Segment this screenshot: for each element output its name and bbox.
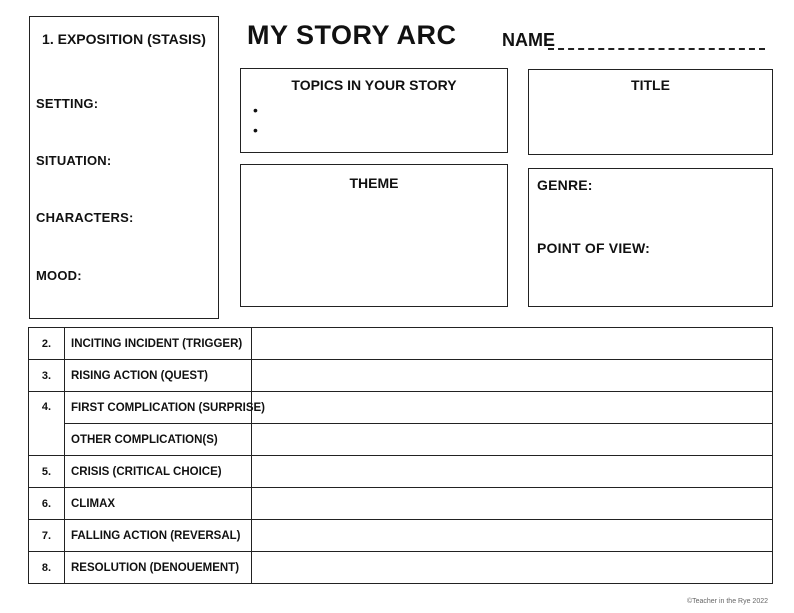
step-answer-cell[interactable] [252, 520, 773, 552]
table-row [29, 360, 773, 392]
table-row [29, 520, 773, 552]
mood-label: MOOD: [36, 268, 82, 283]
step-number: 7. [29, 520, 65, 552]
theme-box [240, 164, 508, 307]
title-box [528, 69, 773, 155]
step-label: FIRST COMPLICATION (SURPRISE) [65, 392, 252, 424]
table-row [29, 392, 773, 424]
step-number: 8. [29, 552, 65, 584]
topics-heading: TOPICS IN YOUR STORY [291, 77, 457, 93]
topics-box [240, 68, 508, 153]
genre-label: GENRE: [537, 177, 593, 193]
title-heading: TITLE [631, 77, 670, 93]
step-label: CRISIS (CRITICAL CHOICE) [65, 456, 252, 488]
name-field-line[interactable] [548, 48, 765, 50]
step-answer-cell[interactable] [252, 488, 773, 520]
step-number: 2. [29, 328, 65, 360]
step-number: 6. [29, 488, 65, 520]
step-label: CLIMAX [65, 488, 252, 520]
step-answer-cell[interactable] [252, 424, 773, 456]
step-label: RESOLUTION (DENOUEMENT) [65, 552, 252, 584]
step-number: 4. [29, 392, 65, 456]
table-row [29, 456, 773, 488]
table-row [29, 488, 773, 520]
topic-bullet: • [253, 122, 258, 138]
step-label: RISING ACTION (QUEST) [65, 360, 252, 392]
step-answer-cell[interactable] [252, 552, 773, 584]
theme-heading: THEME [349, 175, 399, 191]
name-label: NAME [502, 30, 555, 50]
exposition-heading: 1. EXPOSITION (STASIS) [42, 31, 206, 47]
characters-label: CHARACTERS: [36, 210, 134, 225]
topic-bullet: • [253, 102, 258, 118]
step-answer-cell[interactable] [252, 392, 773, 424]
situation-label: SITUATION: [36, 153, 112, 168]
copyright-footer: ©Teacher in the Rye 2022 [686, 598, 768, 605]
step-label: OTHER COMPLICATION(S) [65, 424, 252, 456]
point-of-view-label: POINT OF VIEW: [537, 240, 650, 256]
page-title: MY STORY ARC [247, 20, 457, 50]
step-label: FALLING ACTION (REVERSAL) [65, 520, 252, 552]
table-row [29, 328, 773, 360]
step-number: 3. [29, 360, 65, 392]
setting-label: SETTING: [36, 96, 99, 111]
genre-box [528, 168, 773, 307]
exposition-box [29, 16, 219, 319]
table-row [29, 424, 773, 456]
step-answer-cell[interactable] [252, 360, 773, 392]
table-row [29, 552, 773, 584]
step-answer-cell[interactable] [252, 456, 773, 488]
story-arc-table [28, 327, 773, 584]
step-answer-cell[interactable] [252, 328, 773, 360]
step-number: 5. [29, 456, 65, 488]
step-label: INCITING INCIDENT (TRIGGER) [65, 328, 252, 360]
